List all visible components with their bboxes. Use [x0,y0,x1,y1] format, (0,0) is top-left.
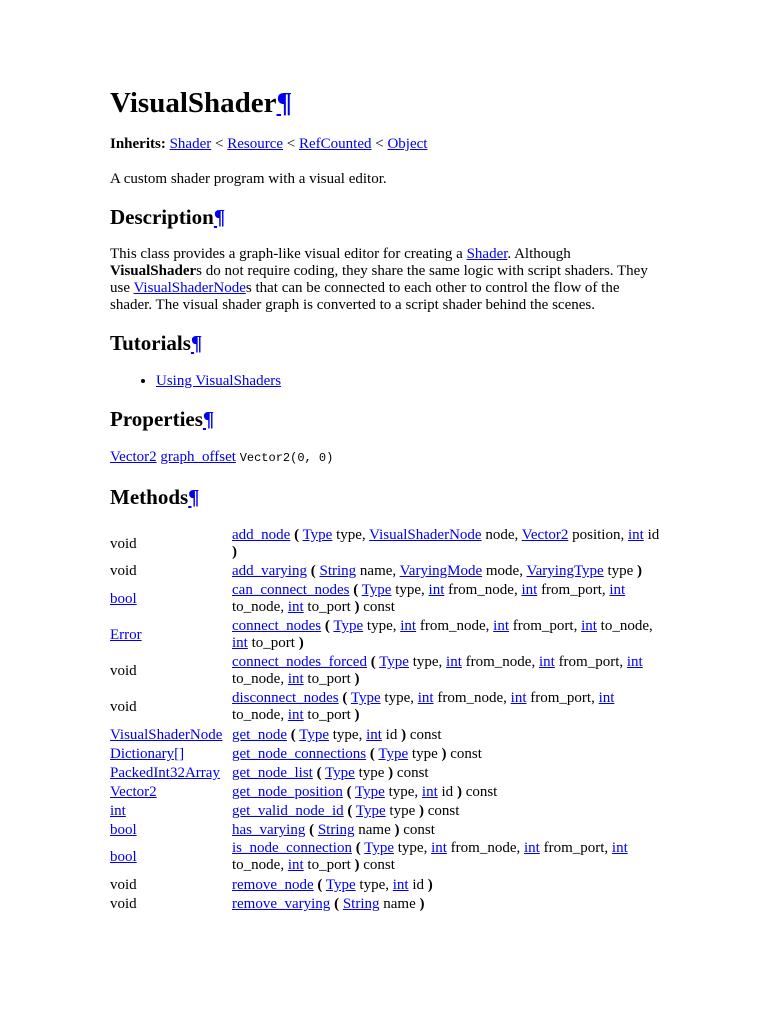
return-type-text: void [110,877,137,893]
param-name: from_port [541,582,602,598]
method-signature: get_node_position ( Type type, int id ) const [232,784,498,800]
method-name-link[interactable]: is_node_connection [232,840,352,856]
method-signature [232,764,660,783]
return-type-link[interactable]: Error [110,626,142,643]
param-name: to_port [307,707,351,723]
method-name-link[interactable]: add_node [232,527,291,543]
paren-open: ( [347,803,353,819]
description-text [110,246,660,314]
paren-open: ( [342,690,348,706]
tutorials-list [110,373,281,390]
method-signature [232,745,660,764]
description-text-part: This class provides a graph-like visual editor for creating a [110,246,467,262]
inherits-link-shader[interactable]: Shader [169,136,212,152]
method-qualifier: const [450,746,482,762]
return-type-link[interactable]: Vector2 [110,784,157,800]
paren-close: ) [354,707,360,723]
table-row [110,690,660,726]
paren-close: ) [427,877,433,893]
method-name-link[interactable]: get_node_connections [232,746,367,762]
table-row [110,802,660,821]
param-type-link[interactable]: int [287,857,304,873]
param-type-link[interactable]: Type [378,746,409,762]
param-type-link[interactable]: Type [299,727,329,743]
method-return-type [110,726,232,745]
return-type-text: void [110,698,137,715]
param-name: to_node [232,671,281,687]
paren-open: ( [290,727,296,743]
method-signature [232,802,660,821]
param-type-link[interactable]: String [319,563,357,579]
param-type-link[interactable]: int [417,690,434,706]
brief-description: A custom shader program with a visual editor. [110,171,387,187]
table-row [110,783,660,802]
table-row [110,745,660,764]
param-type-link[interactable]: int [232,635,248,651]
param-name: from_port [558,654,620,670]
return-type-text: void [110,563,137,579]
param-type-link[interactable]: String [342,896,380,912]
table-row [110,654,660,690]
paren-open: ( [309,822,315,838]
param-name: id [385,727,398,743]
paren-close: ) [419,803,424,819]
param-name: from_node [465,654,532,670]
param-name: type [359,877,386,893]
paren-open: ( [310,563,316,579]
param-name: to_node [600,618,649,634]
tutorial-link[interactable]: Using VisualShaders [156,373,282,389]
method-return-type [110,745,232,764]
param-type-link[interactable]: Type [379,654,409,670]
table-row [110,840,660,876]
param-name: to_node [232,599,281,615]
param-name: from_port [543,840,605,856]
paren-close: ) [354,857,360,873]
property-name-link[interactable]: graph_offset [160,449,236,465]
inherits-label: Inherits: [110,136,166,152]
param-name: from_node [419,618,486,634]
param-type-link[interactable]: int [538,654,555,670]
param-name: name [359,563,393,579]
method-return-type [110,876,232,895]
param-name: type [607,563,634,579]
param-type-link[interactable]: int [521,582,538,598]
param-name: from_port [512,618,574,634]
return-type-link[interactable]: bool [110,848,137,865]
param-type-link[interactable]: Type [325,765,355,781]
property-row [110,449,660,467]
method-signature: is_node_connection ( Type type, int from_node, int from_port, int to_node, int to_port ) const [232,840,628,873]
param-name: to_node [232,707,281,723]
table-row [110,618,660,654]
return-type-text: void [110,896,137,912]
return-type-link[interactable]: bool [110,590,137,607]
return-type-link[interactable]: int [110,803,126,819]
param-type-link[interactable]: Type [361,582,392,598]
paren-close: ) [298,635,304,651]
method-name-link[interactable]: connect_nodes [232,618,322,634]
methods-heading-text: Methods [110,485,189,509]
method-return-type [110,821,232,840]
method-return-type [110,582,232,618]
param-name: to_port [307,599,351,615]
return-type-link[interactable]: VisualShaderNode [110,727,223,743]
page-title-text: VisualShader [110,87,277,119]
description-heading [110,205,225,229]
paren-close: ) [441,746,447,762]
table-row [110,821,660,840]
param-name: from_node [437,690,504,706]
method-return-type [110,690,232,726]
param-type-link[interactable]: int [581,618,597,634]
param-name: type [336,527,362,543]
param-type-link[interactable]: String [317,822,355,838]
inherits-link-resource[interactable]: Resource [227,136,284,152]
methods-table [110,527,660,914]
property-default-value: Vector2(0, 0) [239,451,334,465]
table-row [110,876,660,895]
param-name: id [647,527,660,543]
table-row [110,527,660,563]
param-type-link[interactable]: int [287,599,304,615]
paren-open: ( [317,877,323,893]
title-permalink[interactable]: ¶ [276,87,293,119]
paren-close: ) [637,563,643,579]
method-return-type [110,840,232,876]
method-name-link[interactable]: add_varying [232,563,307,579]
param-name: type [411,746,438,762]
param-type-link[interactable]: Type [355,784,385,800]
paren-open: ( [355,840,361,856]
param-type-link[interactable]: Type [364,840,394,856]
tutorials-heading [110,331,202,355]
methods-permalink[interactable]: ¶ [188,485,200,509]
method-qualifier: const [396,765,429,781]
param-type-link[interactable]: Type [355,803,386,819]
description-text-part: s do not require coding, they share the same logic with script shaders. They use [110,263,648,296]
method-name-link[interactable]: can_connect_nodes [232,582,350,598]
param-name: position [572,527,621,543]
method-qualifier: const [465,784,498,800]
table-row [110,895,660,914]
param-type-link[interactable]: int [287,671,304,687]
methods-table-body [110,527,660,914]
properties-heading-text: Properties [110,407,203,431]
paren-close: ) [401,727,407,743]
description-bold-classname: VisualShader [110,263,197,279]
method-return-type [110,563,232,582]
list-item [156,373,281,390]
param-name: type [388,784,415,800]
param-type-link[interactable]: Type [302,527,333,543]
method-name-link[interactable]: get_node_list [232,765,313,781]
param-name: from_node [448,582,514,598]
method-name-link[interactable]: has_varying [232,822,306,838]
param-name: name [383,896,416,912]
param-name: id [441,784,454,800]
method-name-link[interactable]: remove_node [232,877,314,893]
param-type-link[interactable]: VisualShaderNode [369,527,482,543]
method-signature: connect_nodes_forced ( Type type, int from_node, int from_port, int to_node, int to_port ) [232,654,643,687]
param-name: type [412,654,439,670]
paren-open: ( [353,582,359,598]
methods-heading [110,485,200,509]
param-type-link[interactable]: int [446,654,462,670]
description-link-shader[interactable]: Shader [466,246,508,262]
method-name-link[interactable]: connect_nodes_forced [232,654,367,670]
method-return-type [110,802,232,821]
method-qualifier: const [403,822,435,838]
param-type-link[interactable]: Type [350,690,381,706]
param-name: to_port [307,857,351,873]
paren-open: ( [294,527,300,543]
param-type-link[interactable]: int [431,840,447,856]
table-row [110,582,660,618]
return-type-link[interactable]: Dictionary[] [110,746,185,762]
paren-open: ( [324,618,330,634]
inherits-chain: Shader < Resource < RefCounted < Object [169,136,428,152]
param-name: type [332,727,359,743]
param-name: type [397,840,424,856]
return-type-link[interactable]: PackedInt32Array [110,765,220,781]
return-type-text: void [110,535,137,552]
method-return-type [110,618,232,654]
method-return-type [110,527,232,563]
paren-close: ) [354,671,360,687]
param-type-link[interactable]: int [626,654,643,670]
param-type-link[interactable]: int [428,582,445,598]
method-signature: connect_nodes ( Type type, int from_node, int from_port, int to_node, int to_port ) [232,618,653,651]
param-name: type [384,690,411,706]
paren-close: ) [456,784,462,800]
param-name: from_port [530,690,592,706]
description-text-part: . Although [507,246,571,262]
method-return-type [110,654,232,690]
table-row [110,726,660,745]
param-type-link[interactable]: int [366,727,382,743]
param-name: type [366,618,393,634]
param-type-link[interactable]: int [611,840,628,856]
paren-open: ( [369,746,375,762]
param-name: to_port [251,635,295,651]
paren-open: ( [370,654,376,670]
properties-permalink[interactable]: ¶ [202,407,215,431]
param-type-link[interactable]: VaryingType [526,563,604,579]
method-qualifier: const [363,599,395,615]
param-name: type [389,803,416,819]
method-return-type [110,764,232,783]
return-type-link[interactable]: bool [110,822,137,838]
param-type-link[interactable]: VaryingMode [399,563,483,579]
tutorials-permalink[interactable]: ¶ [190,331,203,355]
tutorials-heading-text: Tutorials [110,331,191,355]
method-signature [232,821,660,840]
method-return-type [110,895,232,914]
method-signature: add_varying ( String name, VaryingMode mode, VaryingType type ) [232,563,643,579]
inherits-line [110,136,660,153]
paren-close: ) [354,599,360,615]
description-link-visualshadernode[interactable]: VisualShaderNode [133,280,246,296]
method-name-link[interactable]: get_valid_node_id [232,803,344,819]
paren-close: ) [232,544,237,560]
param-type-link[interactable]: Vector2 [521,527,569,543]
method-signature: remove_node ( Type type, int id ) [232,877,433,893]
param-type-link[interactable]: int [421,784,438,800]
param-name: name [358,822,391,838]
method-name-link[interactable]: get_node_position [232,784,343,800]
param-name: from_node [450,840,517,856]
param-name: mode [485,563,520,579]
method-return-type [110,783,232,802]
param-type-link[interactable]: int [400,618,417,634]
page-title [110,86,292,120]
param-name: type [358,765,385,781]
paren-open: ( [346,784,352,800]
param-type-link[interactable]: int [510,690,527,706]
return-type-text: void [110,662,137,679]
param-type-link[interactable]: int [598,690,615,706]
method-name-link[interactable]: remove_varying [232,896,331,912]
paren-close: ) [388,765,394,781]
method-signature: disconnect_nodes ( Type type, int from_node, int from_port, int to_node, int to_port ) [232,690,615,723]
param-type-link[interactable]: int [609,582,626,598]
param-name: id [412,877,424,893]
description-permalink[interactable]: ¶ [213,205,226,229]
param-type-link[interactable]: Type [333,618,364,634]
inherits-link-object[interactable]: Object [387,136,428,152]
description-text-part: s that can be connected to each other to control the flow of the shader. The visual shader graph is converted to a script shader behind the scenes. [110,280,620,313]
table-row [110,563,660,582]
param-name: node [485,527,515,543]
method-signature: add_node ( Type type, VisualShaderNode node, Vector2 position, int id ) [232,527,660,560]
param-name: type [395,582,422,598]
paren-close: ) [419,896,425,912]
param-type-link[interactable]: int [524,840,540,856]
param-name: to_node [232,857,281,873]
param-type-link[interactable]: int [493,618,509,634]
method-signature [232,895,660,914]
method-qualifier: const [409,727,442,743]
method-qualifier: const [363,857,395,873]
description-heading-text: Description [110,205,214,229]
paren-open: ( [316,765,322,781]
property-type-link[interactable]: Vector2 [110,449,157,465]
method-name-link[interactable]: disconnect_nodes [232,690,339,706]
param-type-link[interactable]: int [392,877,409,893]
method-signature: get_node ( Type type, int id ) const [232,727,442,743]
method-signature: can_connect_nodes ( Type type, int from_node, int from_port, int to_node, int to_port ) const [232,582,626,615]
param-type-link[interactable]: int [287,707,304,723]
param-name: to_port [307,671,351,687]
table-row [110,764,660,783]
method-qualifier: const [427,803,460,819]
paren-open: ( [334,896,340,912]
method-name-link[interactable]: get_node [232,727,287,743]
properties-heading [110,407,214,431]
paren-close: ) [394,822,400,838]
inherits-link-refcounted[interactable]: RefCounted [299,136,372,152]
param-type-link[interactable]: int [627,527,644,543]
param-type-link[interactable]: Type [325,877,356,893]
